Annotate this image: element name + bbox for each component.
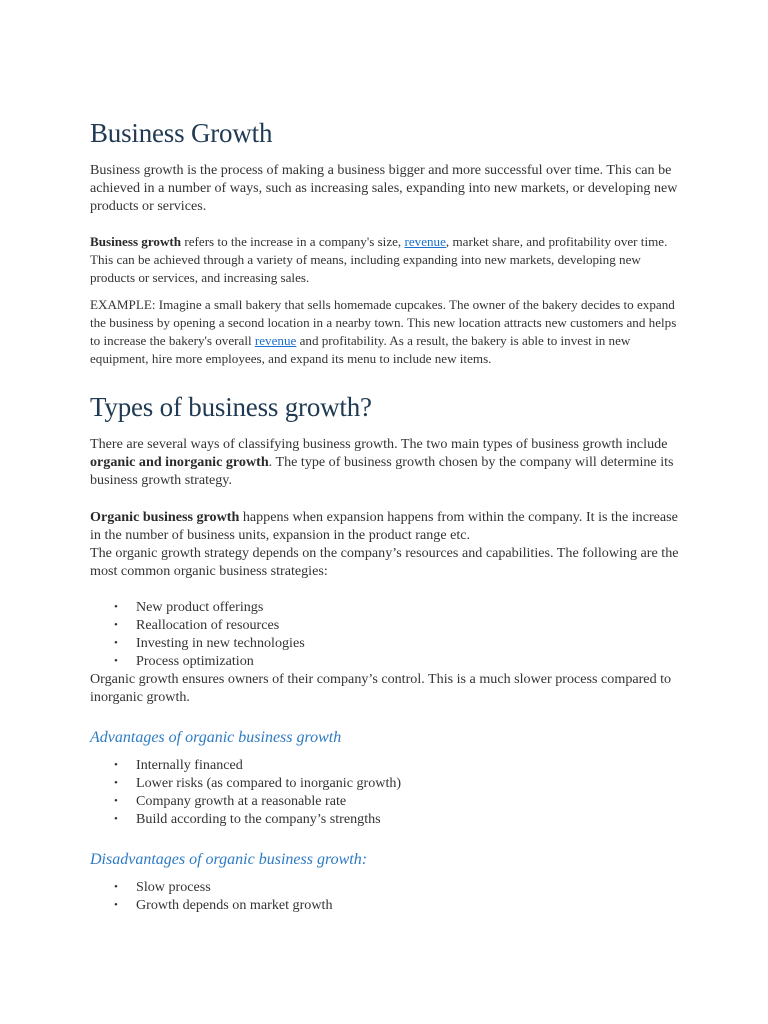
spacer bbox=[90, 489, 682, 508]
bullet-icon: • bbox=[114, 899, 118, 911]
spacer bbox=[90, 828, 682, 849]
bullet-icon: • bbox=[114, 881, 118, 893]
section-heading-types: Types of business growth? bbox=[90, 392, 372, 422]
types-intro-text-1: There are several ways of classifying business growth. The two main types of business growth include bbox=[90, 436, 668, 452]
disadvantages-list bbox=[90, 878, 682, 914]
bullet-icon: • bbox=[114, 777, 118, 789]
definition-paragraph bbox=[90, 233, 682, 287]
page-title: Business Growth bbox=[90, 118, 273, 148]
document-page bbox=[90, 113, 682, 914]
spacer bbox=[90, 287, 682, 296]
intro-paragraph: Business growth is the process of making a business bigger and more successful over time. This can be achieved in a number of ways, such as increasing sales, expanding into new markets, or developing new products or services. bbox=[90, 162, 678, 214]
list-item bbox=[114, 616, 682, 634]
definition-text-1: refers to the increase in a company's size, bbox=[181, 234, 405, 249]
list-item bbox=[114, 598, 682, 616]
spacer bbox=[90, 215, 682, 233]
bullet-icon: • bbox=[114, 601, 118, 613]
bullet-icon: • bbox=[114, 759, 118, 771]
bullet-icon: • bbox=[114, 637, 118, 649]
spacer bbox=[90, 427, 682, 435]
list-item-text: Lower risks (as compared to inorganic growth) bbox=[136, 775, 402, 791]
list-item-text: Internally financed bbox=[136, 757, 243, 773]
bullet-icon: • bbox=[114, 813, 118, 825]
organic-term: Organic business growth bbox=[90, 509, 240, 525]
bullet-icon: • bbox=[114, 619, 118, 631]
bullet-icon: • bbox=[114, 655, 118, 667]
organic-text: happens when expansion happens from within the company. It is the increase in the number of business units, expansion in the product range etc. bbox=[90, 509, 678, 543]
spacer bbox=[90, 749, 682, 756]
revenue-link[interactable]: revenue bbox=[404, 234, 446, 249]
organic-strategy-paragraph: The organic growth strategy depends on the company’s resources and capabilities. The following are the most common organic business strategies: bbox=[90, 545, 679, 579]
types-intro-text-2: . The type of business growth chosen by the company will determine its business growth strategy. bbox=[90, 454, 674, 488]
list-item bbox=[114, 810, 682, 828]
list-item-text: New product offerings bbox=[136, 599, 264, 615]
spacer bbox=[90, 706, 682, 727]
example-text-1: EXAMPLE: Imagine a small bakery that sells homemade cupcakes. The owner of the bakery decides to expand the business by opening a second location in a nearby town. This new location attracts new customers and helps to increase the bakery's overall bbox=[90, 297, 677, 348]
advantages-list bbox=[90, 756, 682, 828]
advantages-heading: Advantages of organic business growth bbox=[90, 729, 342, 746]
list-item bbox=[114, 896, 682, 914]
spacer bbox=[90, 153, 682, 161]
list-item-text: Investing in new technologies bbox=[136, 635, 305, 651]
organic-control-paragraph: Organic growth ensures owners of their company’s control. This is a much slower process compared to inorganic growth. bbox=[90, 671, 672, 705]
types-intro-paragraph bbox=[90, 435, 682, 489]
spacer bbox=[90, 580, 682, 598]
list-item-text: Reallocation of resources bbox=[136, 617, 280, 633]
list-item bbox=[114, 634, 682, 652]
example-paragraph bbox=[90, 296, 682, 368]
list-item-text: Company growth at a reasonable rate bbox=[136, 793, 347, 809]
strategies-list bbox=[90, 598, 682, 670]
types-intro-bold: organic and inorganic growth bbox=[90, 454, 269, 470]
list-item bbox=[114, 652, 682, 670]
list-item-text: Build according to the company’s strengths bbox=[136, 811, 381, 827]
spacer bbox=[90, 368, 682, 387]
list-item-text: Growth depends on market growth bbox=[136, 897, 333, 913]
example-text-2: and profitability. As a result, the bakery is able to invest in new equipment, hire more employees, and expand its menu to include new items. bbox=[90, 333, 631, 366]
list-item bbox=[114, 878, 682, 896]
list-item-text: Process optimization bbox=[136, 653, 254, 669]
definition-term: Business growth bbox=[90, 234, 182, 249]
list-item-text: Slow process bbox=[136, 879, 211, 895]
disadvantages-heading: Disadvantages of organic business growth: bbox=[90, 851, 368, 868]
list-item bbox=[114, 792, 682, 810]
definition-text-2: , market share, and profitability over time. This can be achieved through a variety of means, including expanding into new markets, developing new products or services, and increasing sales. bbox=[90, 234, 668, 285]
list-item bbox=[114, 756, 682, 774]
organic-paragraph bbox=[90, 508, 682, 544]
bullet-icon: • bbox=[114, 795, 118, 807]
revenue-link-2[interactable]: revenue bbox=[254, 333, 297, 348]
list-item bbox=[114, 774, 682, 792]
spacer bbox=[90, 871, 682, 878]
